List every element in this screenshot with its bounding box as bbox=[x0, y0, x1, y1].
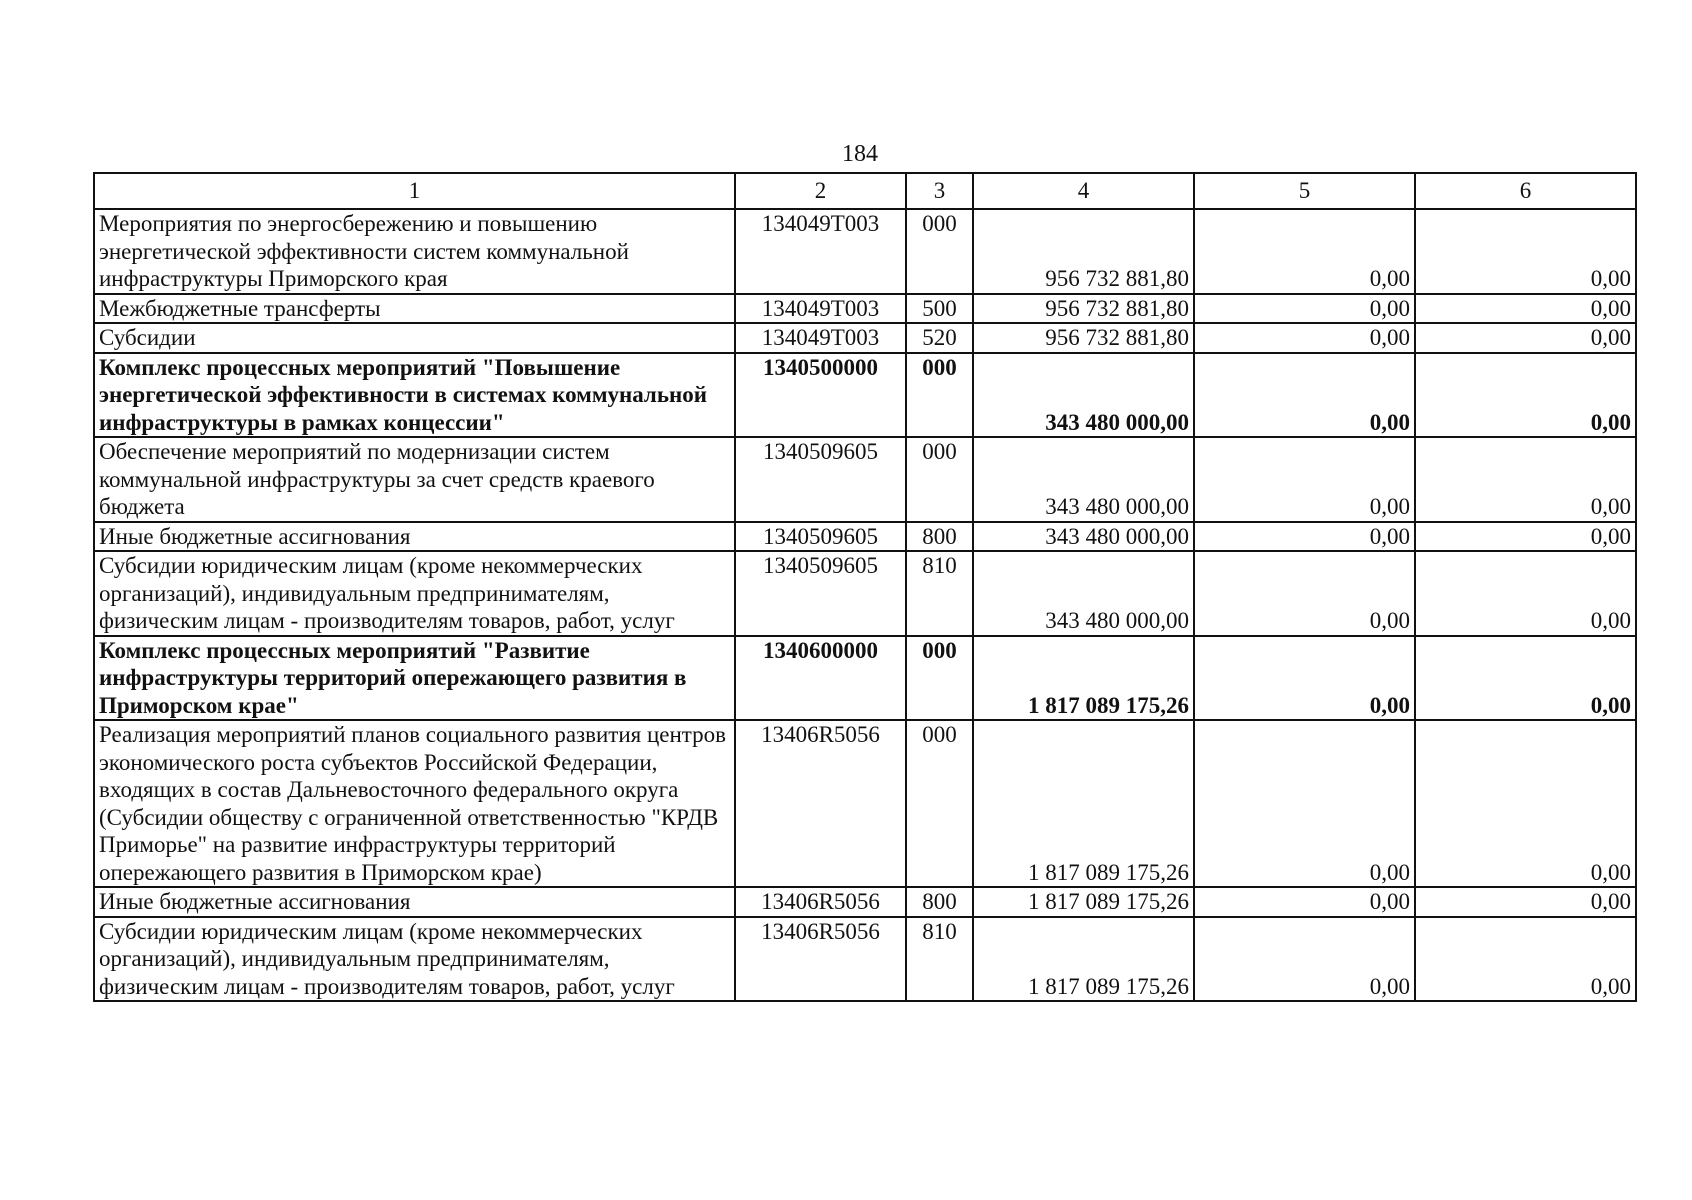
item-name: Субсидии юридическим лицам (кроме некоммерческих организаций), индивидуальным предпринимателям, физическим лицам - производителям товаров, работ, услуг bbox=[94, 551, 735, 636]
amount-col5: 0,00 bbox=[1194, 209, 1415, 294]
amount-col4: 1 817 089 175,26 bbox=[973, 636, 1194, 721]
target-code: 134049Т003 bbox=[735, 209, 906, 294]
amount-col6: 0,00 bbox=[1415, 294, 1636, 324]
item-name: Субсидии юридическим лицам (кроме некоммерческих организаций), индивидуальным предпринимателям, физическим лицам - производителям товаров, работ, услуг bbox=[94, 917, 735, 1002]
target-code: 13406R5056 bbox=[735, 887, 906, 917]
amount-col6: 0,00 bbox=[1415, 720, 1636, 887]
expense-type: 000 bbox=[906, 720, 973, 887]
amount-col5: 0,00 bbox=[1194, 720, 1415, 887]
amount-col6: 0,00 bbox=[1415, 917, 1636, 1002]
amount-col4: 1 817 089 175,26 bbox=[973, 917, 1194, 1002]
expense-type: 800 bbox=[906, 522, 973, 552]
expense-type: 520 bbox=[906, 323, 973, 353]
amount-col4: 343 480 000,00 bbox=[973, 437, 1194, 522]
table-row bbox=[94, 437, 1636, 522]
expense-type: 000 bbox=[906, 437, 973, 522]
expense-type: 810 bbox=[906, 917, 973, 1002]
column-header-2: 2 bbox=[735, 173, 906, 209]
target-code: 1340509605 bbox=[735, 437, 906, 522]
amount-col6: 0,00 bbox=[1415, 522, 1636, 552]
item-name: Мероприятия по энергосбережению и повышению энергетической эффективности систем коммунальной инфраструктуры Приморского края bbox=[94, 209, 735, 294]
amount-col6: 0,00 bbox=[1415, 437, 1636, 522]
expense-type: 500 bbox=[906, 294, 973, 324]
table-row bbox=[94, 887, 1636, 917]
target-code: 134049Т003 bbox=[735, 323, 906, 353]
item-name: Комплекс процессных мероприятий "Развитие инфраструктуры территорий опережающего развития в Приморском крае" bbox=[94, 636, 735, 721]
amount-col5: 0,00 bbox=[1194, 636, 1415, 721]
target-code: 1340509605 bbox=[735, 522, 906, 552]
item-name: Иные бюджетные ассигнования bbox=[94, 887, 735, 917]
target-code: 1340600000 bbox=[735, 636, 906, 721]
column-header-6: 6 bbox=[1415, 173, 1636, 209]
amount-col5: 0,00 bbox=[1194, 551, 1415, 636]
item-name: Комплекс процессных мероприятий "Повышение энергетической эффективности в системах коммунальной инфраструктуры в рамках концессии" bbox=[94, 353, 735, 438]
amount-col4: 956 732 881,80 bbox=[973, 209, 1194, 294]
column-header-1: 1 bbox=[94, 173, 735, 209]
table-row bbox=[94, 323, 1636, 353]
table-body bbox=[94, 209, 1636, 1001]
amount-col5: 0,00 bbox=[1194, 294, 1415, 324]
amount-col5: 0,00 bbox=[1194, 887, 1415, 917]
target-code: 1340500000 bbox=[735, 353, 906, 438]
amount-col4: 1 817 089 175,26 bbox=[973, 720, 1194, 887]
table-row bbox=[94, 353, 1636, 438]
column-header-3: 3 bbox=[906, 173, 973, 209]
amount-col4: 956 732 881,80 bbox=[973, 294, 1194, 324]
amount-col5: 0,00 bbox=[1194, 522, 1415, 552]
column-header-4: 4 bbox=[973, 173, 1194, 209]
item-name: Субсидии bbox=[94, 323, 735, 353]
amount-col4: 956 732 881,80 bbox=[973, 323, 1194, 353]
expense-type: 810 bbox=[906, 551, 973, 636]
amount-col5: 0,00 bbox=[1194, 353, 1415, 438]
expense-type: 000 bbox=[906, 636, 973, 721]
table-row bbox=[94, 294, 1636, 324]
amount-col4: 343 480 000,00 bbox=[973, 551, 1194, 636]
amount-col6: 0,00 bbox=[1415, 323, 1636, 353]
amount-col6: 0,00 bbox=[1415, 551, 1636, 636]
item-name: Реализация мероприятий планов социального развития центров экономического роста субъектов Российской Федерации, входящих в состав Дальневосточного федерального округа (Субсидии обществу с ограниченной ответственностью "КРДВ Приморье" на развитие инфраструктуры территорий опережающего развития в Приморском крае) bbox=[94, 720, 735, 887]
amount-col5: 0,00 bbox=[1194, 323, 1415, 353]
amount-col5: 0,00 bbox=[1194, 917, 1415, 1002]
table-row bbox=[94, 720, 1636, 887]
item-name: Обеспечение мероприятий по модернизации систем коммунальной инфраструктуры за счет средств краевого бюджета bbox=[94, 437, 735, 522]
amount-col4: 343 480 000,00 bbox=[973, 353, 1194, 438]
header-row bbox=[94, 173, 1636, 209]
table-row bbox=[94, 917, 1636, 1002]
amount-col4: 1 817 089 175,26 bbox=[973, 887, 1194, 917]
amount-col6: 0,00 bbox=[1415, 353, 1636, 438]
amount-col6: 0,00 bbox=[1415, 209, 1636, 294]
amount-col5: 0,00 bbox=[1194, 437, 1415, 522]
expense-type: 000 bbox=[906, 353, 973, 438]
table-row bbox=[94, 209, 1636, 294]
expense-type: 800 bbox=[906, 887, 973, 917]
amount-col4: 343 480 000,00 bbox=[973, 522, 1194, 552]
column-header-5: 5 bbox=[1194, 173, 1415, 209]
item-name: Иные бюджетные ассигнования bbox=[94, 522, 735, 552]
amount-col6: 0,00 bbox=[1415, 636, 1636, 721]
target-code: 13406R5056 bbox=[735, 917, 906, 1002]
page-number: 184 bbox=[842, 141, 878, 167]
target-code: 1340509605 bbox=[735, 551, 906, 636]
target-code: 134049Т003 bbox=[735, 294, 906, 324]
expense-type: 000 bbox=[906, 209, 973, 294]
target-code: 13406R5056 bbox=[735, 720, 906, 887]
budget-table bbox=[93, 172, 1637, 1002]
table-row bbox=[94, 551, 1636, 636]
amount-col6: 0,00 bbox=[1415, 887, 1636, 917]
item-name: Межбюджетные трансферты bbox=[94, 294, 735, 324]
table-row bbox=[94, 636, 1636, 721]
table-row bbox=[94, 522, 1636, 552]
